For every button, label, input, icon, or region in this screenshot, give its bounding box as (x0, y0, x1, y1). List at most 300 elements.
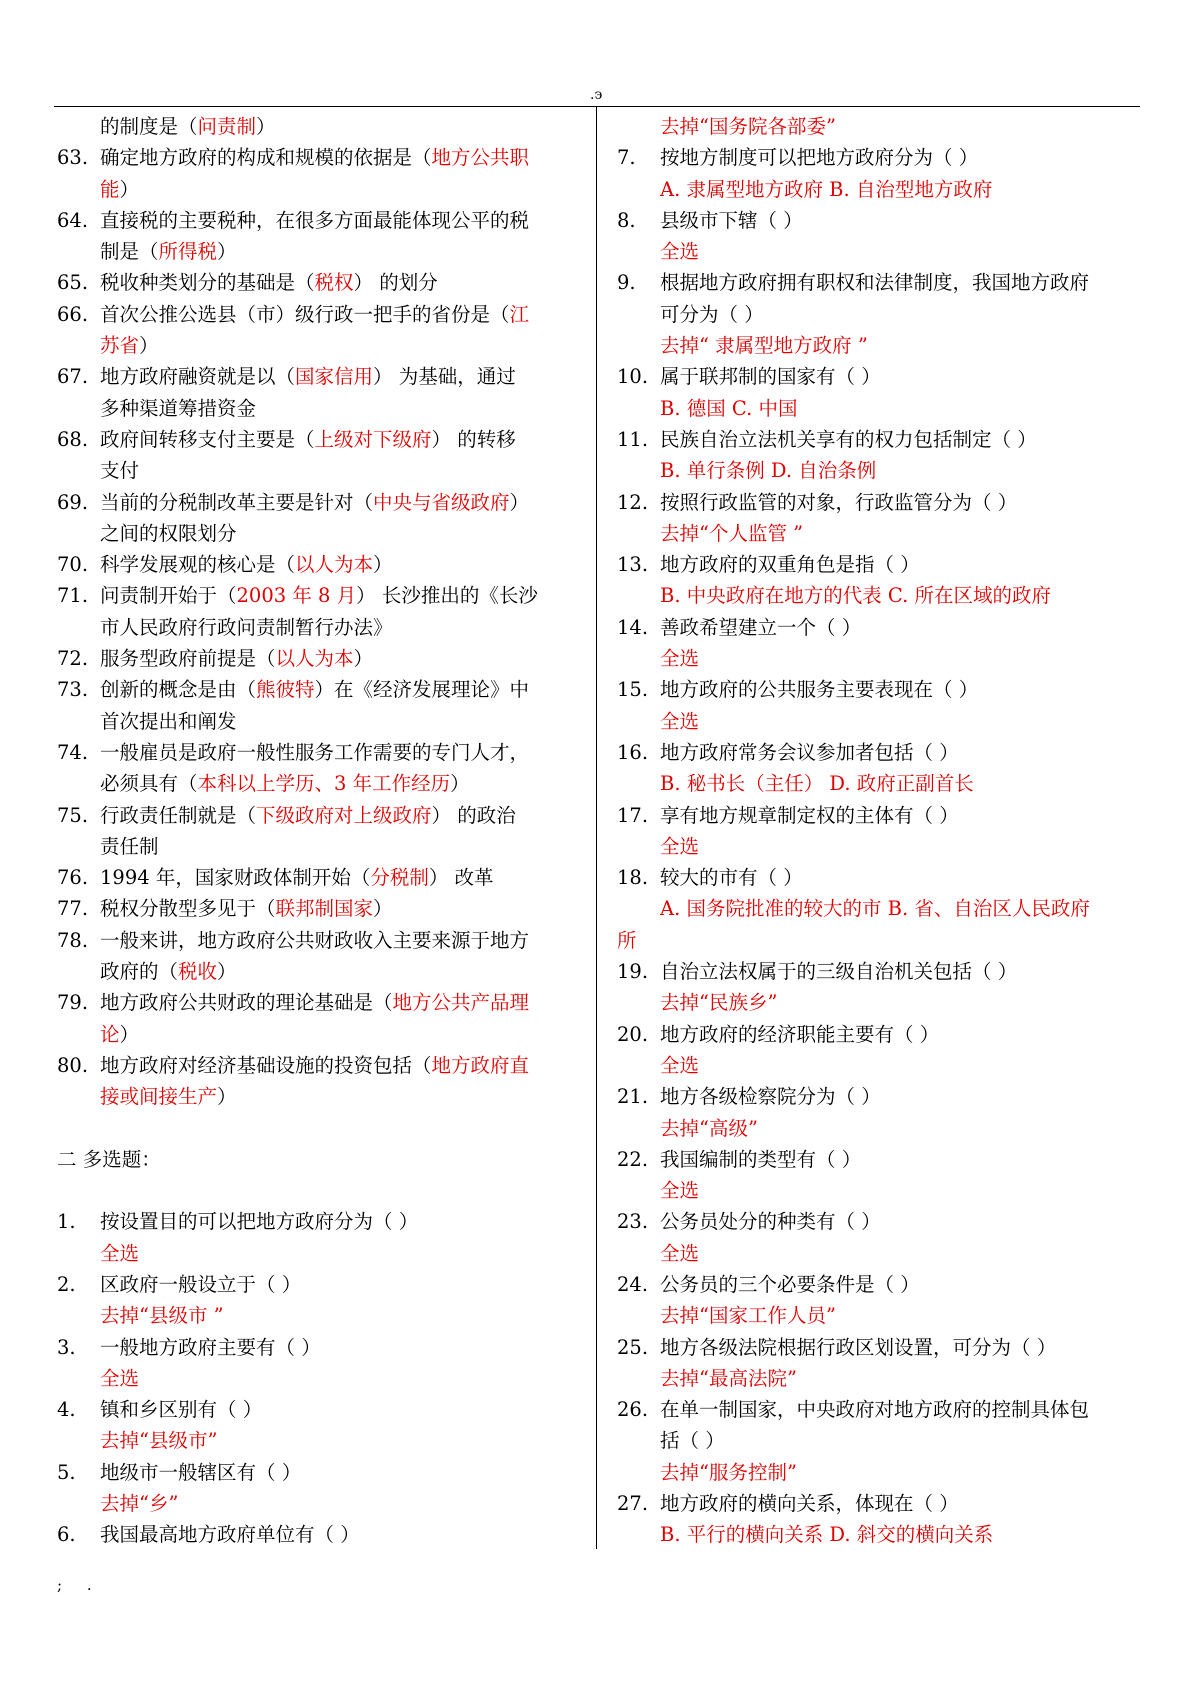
question-text: 地方政府的横向关系，体现在（ ） (660, 1492, 959, 1516)
text-line (617, 393, 1139, 424)
text-line (57, 330, 579, 361)
question-text: 可分为（ ） (660, 302, 764, 326)
line-text (100, 580, 538, 611)
question-text: 地方各级法院根据行政区划设置，可分为（ ） (660, 1335, 1057, 1359)
line-text (660, 1332, 1056, 1363)
line-text (660, 768, 974, 799)
text-line (57, 674, 579, 705)
line-text (100, 518, 237, 549)
answer-text: 全选 (100, 1241, 140, 1265)
line-text (100, 1332, 321, 1363)
line-text (660, 800, 959, 831)
answer-text: 全选 (100, 1366, 140, 1390)
text-line (57, 1019, 579, 1050)
text-line (57, 1363, 579, 1394)
text-line (57, 1050, 579, 1081)
text-line (57, 1300, 579, 1331)
item-number: 8. (617, 208, 636, 232)
text-line (57, 1113, 579, 1144)
line-text (660, 1394, 1089, 1425)
line-text (100, 1457, 301, 1488)
item-number: 72. (57, 647, 89, 671)
line-text (660, 1206, 881, 1237)
text-line (57, 549, 579, 580)
question-text: 属于联邦制的国家有（ ） (660, 365, 881, 389)
text-line (617, 236, 1139, 267)
line-text (660, 1269, 920, 1300)
line-text (100, 987, 529, 1018)
question-text: 一般来讲，地方政府公共财政收入主要来源于地方 (100, 928, 530, 952)
question-text: 我国最高地方政府单位有（ ） (100, 1523, 360, 1547)
item-number: 26. (617, 1398, 649, 1422)
line-text (660, 706, 699, 737)
text-line (57, 580, 579, 611)
text-line (617, 987, 1139, 1018)
answer-text: 所 (617, 928, 637, 952)
text-line (617, 1206, 1139, 1237)
line-text (660, 142, 978, 173)
text-line (617, 518, 1139, 549)
question-text: 支付 (100, 459, 140, 483)
item-number: 23. (617, 1210, 649, 1234)
text-line (57, 706, 579, 737)
answer-text: 以人为本 (295, 553, 374, 577)
answer-text: 去掉“县级市” (100, 1429, 218, 1453)
question-text: ） (139, 334, 159, 358)
question-text: 责任制 (100, 834, 159, 858)
text-line (57, 1144, 579, 1175)
line-text (660, 580, 1051, 611)
answer-text: 地方政府直 (431, 1053, 530, 1077)
line-text (660, 205, 803, 236)
line-text (100, 862, 494, 893)
item-number: 7. (617, 146, 636, 170)
question-text: ） (353, 647, 374, 671)
line-text (100, 487, 529, 518)
question-text: 地方政府的公共服务主要表现在（ ） (660, 678, 979, 702)
line-text (660, 455, 876, 486)
line-text (100, 674, 529, 705)
line-text (57, 1144, 161, 1175)
question-text: 区政府一般设立于（ ） (100, 1272, 302, 1296)
text-line (57, 612, 579, 643)
text-line (617, 956, 1139, 987)
text-line (57, 455, 579, 486)
line-text (100, 1269, 301, 1300)
question-text: 创新的概念是由（ (100, 678, 257, 702)
answer-text: 论 (100, 1022, 120, 1046)
question-text: ） 的划分 (353, 271, 438, 295)
line-text (660, 643, 699, 674)
answer-text: 地方公共产品理 (392, 991, 530, 1015)
question-text: 公务员的三个必要条件是（ ） (660, 1272, 920, 1296)
text-line (57, 267, 579, 298)
text-line (57, 1332, 579, 1363)
item-number: 24. (617, 1272, 649, 1296)
answer-text: 去掉“县级市 ” (100, 1304, 224, 1328)
item-number: 69. (57, 490, 89, 514)
question-text: 服务型政府前提是（ (100, 647, 276, 671)
line-text (660, 831, 699, 862)
header-mark: .э (590, 87, 603, 103)
answer-text: 去掉“乡” (100, 1492, 179, 1516)
item-number: 9. (617, 271, 636, 295)
text-line (617, 1050, 1139, 1081)
line-text (100, 1019, 139, 1050)
question-text: 税权分散型多见于（ (100, 897, 276, 921)
line-text (100, 549, 393, 580)
question-text: 在单一制国家，中央政府对地方政府的控制具体包 (660, 1398, 1090, 1422)
item-number: 10. (617, 365, 649, 389)
line-text (100, 768, 470, 799)
text-line (617, 424, 1139, 455)
text-line (617, 1081, 1139, 1112)
text-line (617, 862, 1139, 893)
item-number: 1. (57, 1210, 76, 1234)
question-text: 市人民政府行政问责制暂行办法》 (100, 615, 393, 639)
question-text: ） 的政治 (431, 803, 516, 827)
item-number: 74. (57, 740, 89, 764)
text-line (617, 580, 1139, 611)
question-text: ） (373, 897, 393, 921)
question-text: 括（ ） (660, 1429, 725, 1453)
answer-text: 所得税 (158, 240, 218, 264)
line-text (660, 518, 803, 549)
answer-text: 上级对下级府 (314, 427, 432, 451)
answer-text: 国家信用 (295, 365, 374, 389)
answer-text: 本科以上学历、3 年工作经历 (197, 772, 451, 796)
item-number: 64. (57, 208, 89, 232)
text-line (57, 1457, 579, 1488)
item-number: 68. (57, 427, 89, 451)
line-text (660, 424, 1037, 455)
answer-text: 全选 (660, 1053, 700, 1077)
line-text (660, 361, 881, 392)
text-line (617, 549, 1139, 580)
answer-text: 接或间接生产 (100, 1085, 218, 1109)
text-line (57, 987, 579, 1018)
text-line (57, 768, 579, 799)
text-line (617, 1269, 1139, 1300)
text-line (617, 1113, 1139, 1144)
text-line (617, 706, 1139, 737)
line-text (100, 612, 393, 643)
question-text: 首次公推公选县（市）级行政一把手的省份是（ (100, 302, 510, 326)
answer-text: 去掉“ 隶属型地方政府 ” (660, 334, 868, 358)
question-text: 当前的分税制改革主要是针对（ (100, 490, 374, 514)
text-line (617, 674, 1139, 705)
text-line (617, 612, 1139, 643)
text-line (57, 737, 579, 768)
line-text (100, 1238, 139, 1269)
answer-text: 以人为本 (275, 647, 354, 671)
line-text (660, 1457, 797, 1488)
line-text (660, 1081, 881, 1112)
answer-text: 全选 (660, 1241, 700, 1265)
text-line (617, 1425, 1139, 1456)
text-line (617, 1363, 1139, 1394)
text-line (617, 737, 1139, 768)
answer-text: A. 国务院批准的较大的市 B. 省、自治区人民政府 (660, 897, 1090, 921)
answer-text: B. 平行的横向关系 D. 斜交的横向关系 (660, 1523, 994, 1547)
right-column (617, 111, 1139, 1551)
line-text (660, 987, 777, 1018)
line-text (100, 1519, 360, 1550)
text-line (57, 1175, 579, 1206)
text-line (617, 330, 1139, 361)
item-number: 18. (617, 866, 649, 890)
question-text: 按地方制度可以把地方政府分为（ ） (660, 146, 979, 170)
text-line (617, 1019, 1139, 1050)
answer-text: B. 单行条例 D. 自治条例 (660, 459, 877, 483)
line-text (660, 893, 1090, 924)
question-text: 按照行政监管的对象，行政监管分为（ ） (660, 490, 1018, 514)
item-number: 67. (57, 365, 89, 389)
answer-text: 去掉“高级” (660, 1116, 758, 1140)
line-text (660, 1238, 699, 1269)
text-line (57, 1081, 579, 1112)
question-text: 行政责任制就是（ (100, 803, 257, 827)
answer-text: 问责制 (197, 115, 257, 138)
text-line (617, 831, 1139, 862)
item-number: 11. (617, 427, 649, 451)
answer-text: 分税制 (370, 866, 429, 890)
item-number: 73. (57, 678, 89, 702)
text-line (617, 925, 1139, 956)
text-line (617, 1175, 1139, 1206)
text-line (617, 1144, 1139, 1175)
line-text (660, 1113, 758, 1144)
text-line (57, 1488, 579, 1519)
question-text: 自治立法权属于的三级自治机关包括（ ） (660, 960, 1018, 984)
line-text (100, 267, 438, 298)
header-rule (54, 106, 1140, 107)
question-text: ） (450, 772, 470, 796)
answer-text: 税权 (314, 271, 354, 295)
line-text (100, 1363, 139, 1394)
line-text (660, 1519, 993, 1550)
line-text (660, 549, 920, 580)
line-text (100, 1206, 418, 1237)
line-text (100, 925, 529, 956)
left-column (57, 111, 579, 1551)
line-text (660, 1144, 861, 1175)
question-text: 县级市下辖（ ） (660, 208, 803, 232)
item-number: 63. (57, 146, 89, 170)
question-text: 一般地方政府主要有（ ） (100, 1335, 321, 1359)
footer-mark: ; . (57, 1576, 102, 1594)
question-text: 根据地方政府拥有职权和法律制度，我国地方政府 (660, 271, 1090, 295)
answer-text: 中央与省级政府 (373, 490, 510, 514)
item-number: 75. (57, 803, 89, 827)
question-text: 首次提出和阐发 (100, 709, 237, 733)
line-text (660, 1050, 699, 1081)
question-text: 地级市一般辖区有（ ） (100, 1460, 302, 1484)
line-text (100, 424, 516, 455)
line-text (660, 1300, 836, 1331)
question-text: ） 改革 (428, 866, 494, 890)
line-text (660, 330, 868, 361)
item-number: 17. (617, 803, 649, 827)
question-text: ） (373, 553, 393, 577)
item-number: 65. (57, 271, 89, 295)
line-text (100, 299, 529, 330)
question-text: 地方政府的经济职能主要有（ ） (660, 1022, 940, 1046)
line-text (100, 236, 237, 267)
line-text (100, 1425, 217, 1456)
text-line (57, 643, 579, 674)
question-text: 的制度是（ (100, 115, 198, 138)
question-text: ）在《经济发展理论》中 (314, 678, 530, 702)
item-number: 6. (57, 1523, 76, 1547)
text-line (57, 1238, 579, 1269)
line-text (660, 299, 764, 330)
answer-text: 2003 年 8 月 (236, 584, 357, 608)
item-number: 19. (617, 960, 649, 984)
question-text: ） (119, 177, 140, 201)
answer-text: 税收 (178, 960, 218, 984)
question-text: 我国编制的类型有（ ） (660, 1147, 862, 1171)
text-line (57, 831, 579, 862)
line-text (617, 925, 637, 956)
text-line (617, 1238, 1139, 1269)
item-number: 12. (617, 490, 649, 514)
item-number: 27. (617, 1492, 649, 1516)
text-line (57, 205, 579, 236)
question-text: 问责制开始于（ (100, 584, 237, 608)
line-text (100, 393, 256, 424)
item-number: 79. (57, 991, 89, 1015)
text-line (57, 1206, 579, 1237)
line-text (660, 1488, 959, 1519)
text-line (57, 925, 579, 956)
answer-text: 全选 (660, 709, 700, 733)
text-line (57, 1425, 579, 1456)
question-text: 善政希望建立一个（ ） (660, 615, 862, 639)
line-text (100, 643, 373, 674)
text-line (57, 1269, 579, 1300)
question-text: ） 为基础，通过 (373, 365, 516, 389)
text-line (57, 174, 579, 205)
text-line (57, 393, 579, 424)
question-text: 政府间转移支付主要是（ (100, 427, 315, 451)
answer-text: 联邦制国家 (275, 897, 374, 921)
text-line (617, 643, 1139, 674)
text-line (57, 361, 579, 392)
line-text (100, 800, 516, 831)
line-text (660, 267, 1089, 298)
question-text: 地方政府常务会议参加者包括（ ） (660, 740, 959, 764)
answer-text: 全选 (660, 240, 700, 264)
text-line (57, 893, 579, 924)
text-line (617, 893, 1139, 924)
text-line (57, 299, 579, 330)
text-line (617, 1394, 1139, 1425)
line-text (100, 1081, 237, 1112)
question-text: ） (217, 1085, 237, 1109)
question-text: ） 的转移 (431, 427, 516, 451)
line-text (100, 111, 276, 142)
text-line (57, 518, 579, 549)
item-number: 66. (57, 302, 89, 326)
question-text: 多种渠道筹措资金 (100, 396, 257, 420)
text-line (617, 142, 1139, 173)
question-text: 地方政府对经济基础设施的投资包括（ (100, 1053, 432, 1077)
answer-text: 地方公共职 (431, 146, 530, 170)
line-text (660, 111, 836, 142)
answer-text: B. 中央政府在地方的代表 C. 所在区域的政府 (660, 584, 1052, 608)
line-text (660, 393, 798, 424)
answer-text: 全选 (660, 834, 700, 858)
column-divider (596, 106, 597, 1549)
text-line (617, 205, 1139, 236)
line-text (100, 737, 529, 768)
item-number: 71. (57, 584, 89, 608)
text-line (617, 111, 1139, 142)
question-text: 地方政府的双重角色是指（ ） (660, 553, 920, 577)
item-number: 4. (57, 1398, 76, 1422)
question-text: 直接税的主要税种，在很多方面最能体现公平的税 (100, 208, 530, 232)
question-text: 二 多选题： (57, 1147, 161, 1171)
text-line (617, 487, 1139, 518)
line-text (660, 1175, 699, 1206)
line-text (100, 1300, 224, 1331)
line-text (660, 737, 959, 768)
line-text (660, 1363, 797, 1394)
question-text: 一般雇员是政府一般性服务工作需要的专门人才， (100, 740, 530, 764)
question-text: 科学发展观的核心是（ (100, 553, 296, 577)
item-number: 70. (57, 553, 89, 577)
answer-text: 去掉“服务控制” (660, 1460, 797, 1484)
item-number: 76. (57, 866, 89, 890)
text-line (57, 1394, 579, 1425)
text-line (617, 174, 1139, 205)
answer-text: 下级政府对上级政府 (256, 803, 432, 827)
question-text: 地方政府融资就是以（ (100, 365, 296, 389)
answer-text: A. 隶属型地方政府 B. 自治型地方政府 (660, 177, 993, 201)
line-text (100, 205, 529, 236)
line-text (100, 706, 237, 737)
question-text: 较大的市有（ ） (660, 866, 803, 890)
text-line (617, 361, 1139, 392)
line-text (100, 1488, 178, 1519)
text-line (617, 299, 1139, 330)
item-number: 13. (617, 553, 649, 577)
item-number: 16. (617, 740, 649, 764)
answer-text: 去掉“国务院各部委” (660, 115, 836, 138)
text-line (57, 487, 579, 518)
answer-text: 全选 (660, 1179, 700, 1203)
question-text: 之间的权限划分 (100, 521, 237, 545)
text-line (57, 1519, 579, 1550)
item-number: 20. (617, 1022, 649, 1046)
text-line (57, 862, 579, 893)
item-number: 2. (57, 1272, 76, 1296)
line-text (660, 174, 992, 205)
question-text: 享有地方规章制定权的主体有（ ） (660, 803, 959, 827)
text-line (57, 236, 579, 267)
answer-text: 去掉“最高法院” (660, 1366, 797, 1390)
text-line (617, 1519, 1139, 1550)
item-number: 77. (57, 897, 89, 921)
text-line (57, 800, 579, 831)
question-text: 民族自治立法机关享有的权力包括制定（ ） (660, 427, 1037, 451)
answer-text: B. 德国 C. 中国 (660, 396, 798, 420)
text-line (57, 424, 579, 455)
question-text: 地方政府公共财政的理论基础是（ (100, 991, 393, 1015)
answer-text: 能 (100, 177, 120, 201)
text-line (57, 956, 579, 987)
